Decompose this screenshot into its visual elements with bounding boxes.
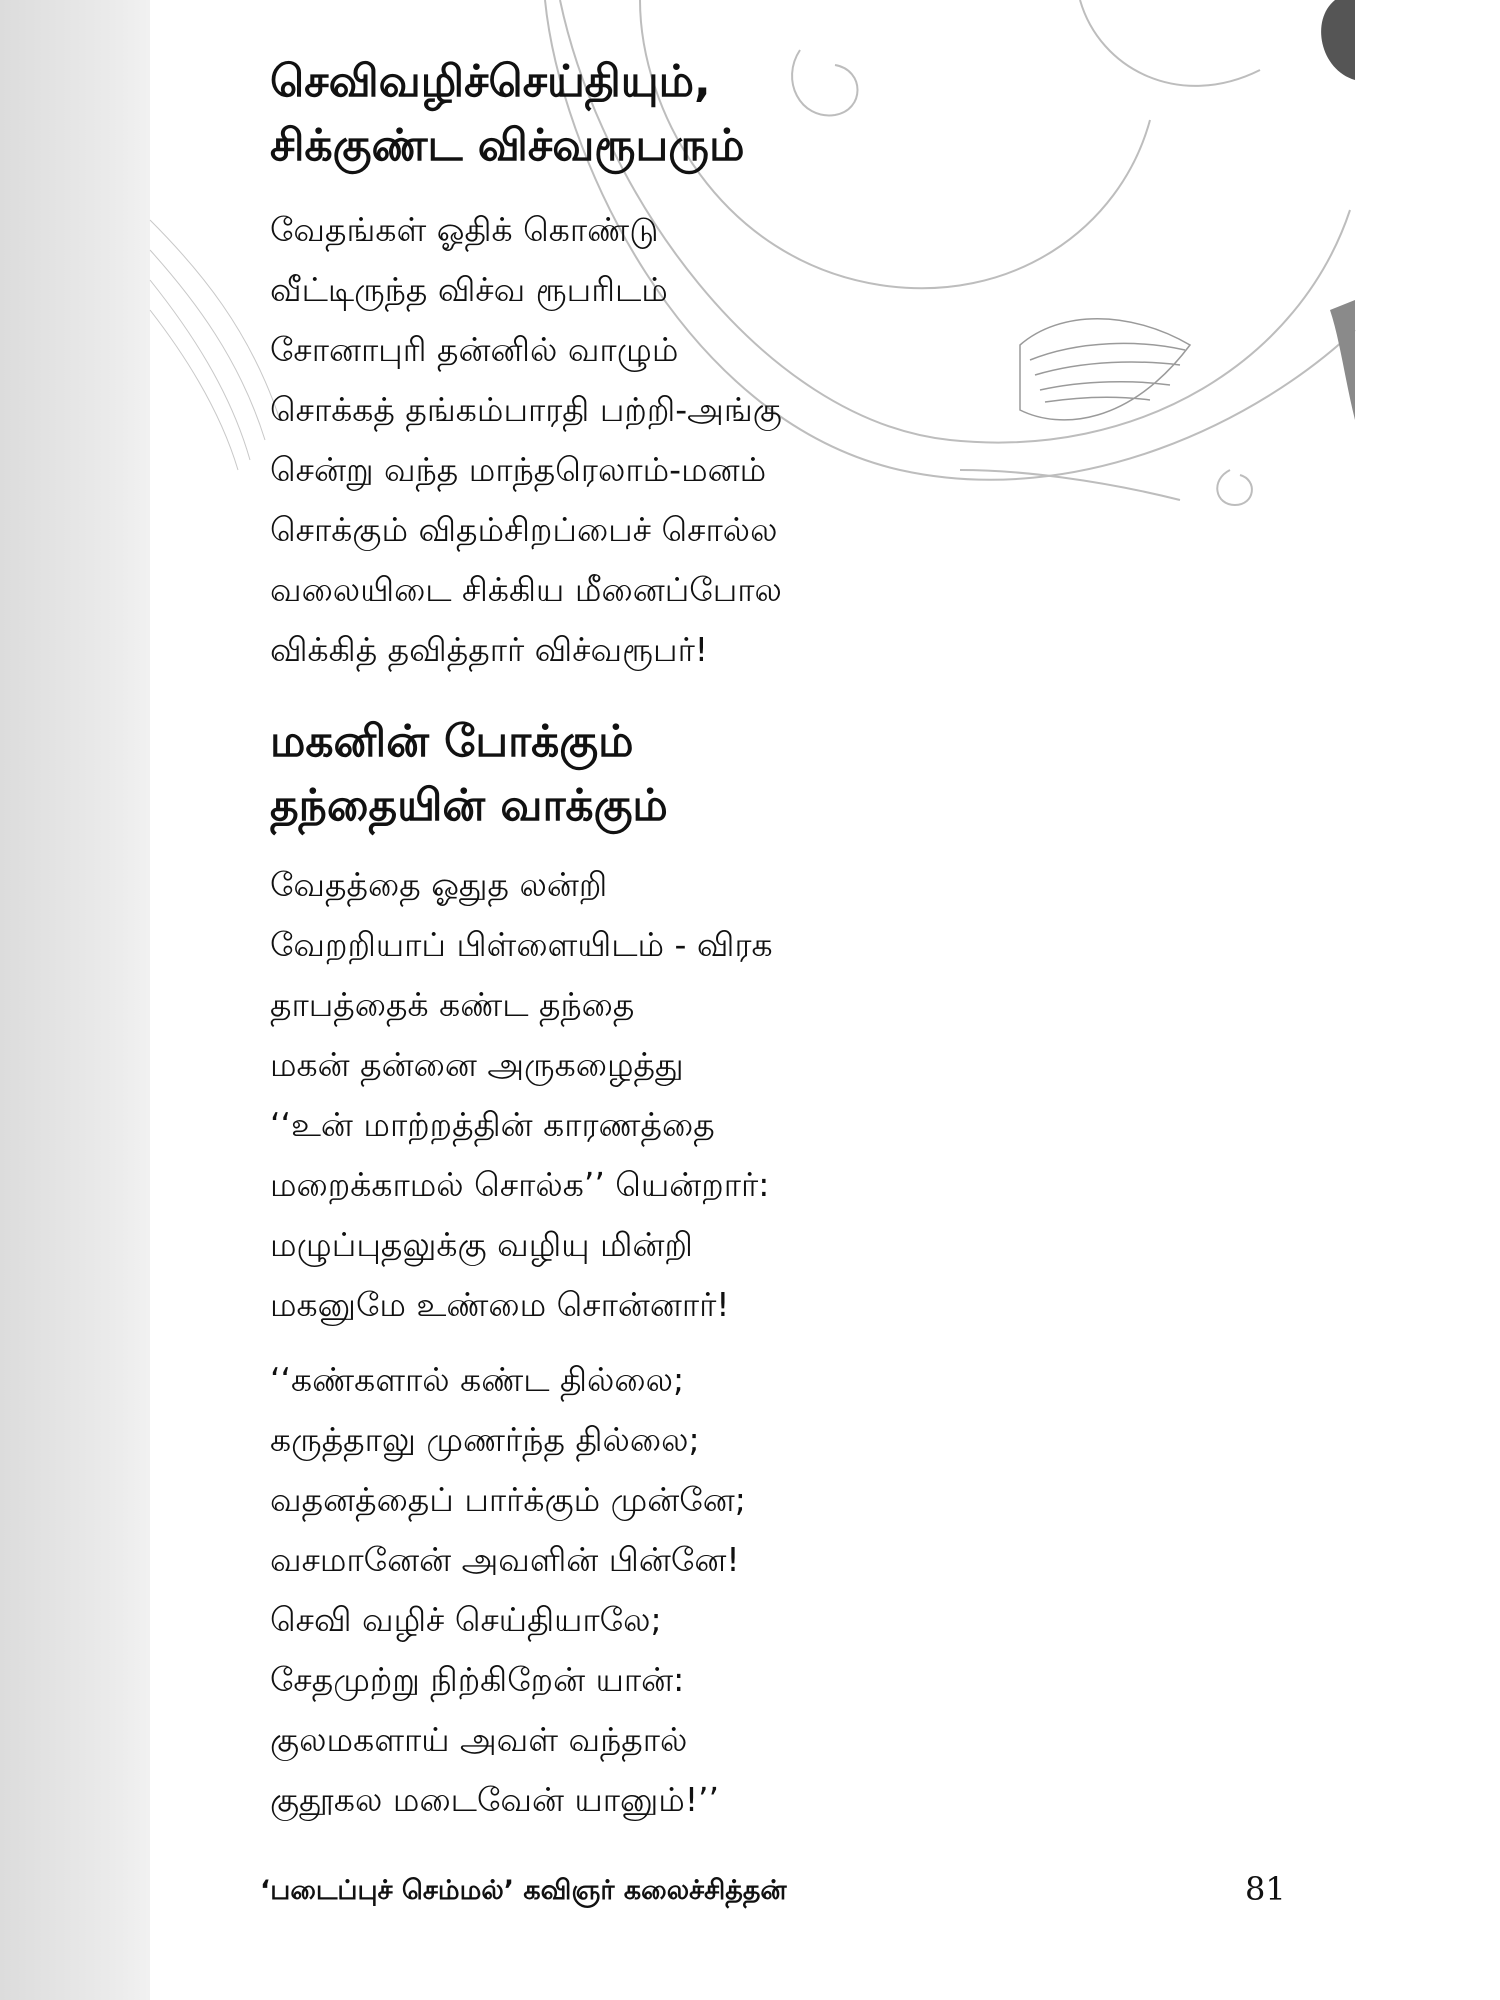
poem-line: சொக்கத் தங்கம்பாரதி பற்றி-அங்கு [270, 390, 782, 429]
poem-stanza-3 [270, 1350, 1220, 1830]
poem-line: வேதத்தை ஓதுத லன்றி [270, 865, 608, 904]
poem-line: வீட்டிருந்த விச்வ ரூபரிடம் [270, 270, 668, 309]
poem-line: வேதங்கள் ஓதிக் கொண்டு [270, 210, 659, 249]
section-heading-2 [270, 710, 1170, 838]
poem-line: குலமகளாய் அவள் வந்தால் [270, 1720, 688, 1759]
poem-line: வதனத்தைப் பார்க்கும் முன்னே; [270, 1480, 746, 1519]
poem-line: ‘‘கண்களால் கண்ட தில்லை; [270, 1360, 685, 1399]
poem-line: வசமானேன் அவளின் பின்னே! [270, 1540, 740, 1579]
page-number: 81 [1245, 1870, 1286, 1908]
poem-line: சேதமுற்று நிற்கிறேன் யான்: [270, 1660, 685, 1699]
poem-line: மறைக்காமல் சொல்க’’ யென்றார்: [270, 1165, 770, 1204]
heading-line: செவிவழிச்செய்தியும், [270, 56, 711, 107]
poem-line: மழுப்புதலுக்கு வழியு மின்றி [270, 1225, 693, 1264]
poem-line: மகன் தன்னை அருகழைத்து [270, 1045, 684, 1084]
section-heading-1 [270, 50, 1170, 178]
poem-line: செவி வழிச் செய்தியாலே; [270, 1600, 662, 1639]
poem-line: தாபத்தைக் கண்ட தந்தை [270, 985, 635, 1024]
heading-line: மகனின் போக்கும் [270, 716, 634, 767]
poem-stanza-1 [270, 200, 1220, 680]
poem-line: வலையிடை சிக்கிய மீனைப்போல [270, 570, 782, 609]
poem-line: விக்கித் தவித்தார் விச்வரூபர்! [270, 630, 709, 669]
poem-line: ‘‘உன் மாற்றத்தின் காரணத்தை [270, 1105, 715, 1144]
footer-book-author: ‘படைப்புச் செம்மல்’ கவிஞர் கலைச்சித்தன் [260, 1875, 787, 1906]
poem-line: வேறறியாப் பிள்ளையிடம் - விரக [270, 925, 773, 964]
poem-line: சொக்கும் விதம்சிறப்பைச் சொல்ல [270, 510, 778, 549]
poem-line: மகனுமே உண்மை சொன்னார்! [270, 1285, 730, 1324]
heading-line: சிக்குண்ட விச்வரூபரும் [270, 120, 745, 171]
poem-line: சென்று வந்த மாந்தரெலாம்-மனம் [270, 450, 767, 489]
poem-line: சோனாபுரி தன்னில் வாழும் [270, 330, 679, 369]
poem-line: கருத்தாலு முணர்ந்த தில்லை; [270, 1420, 700, 1459]
poem-line: குதூகல மடைவேன் யானும்!’’ [270, 1780, 720, 1819]
heading-line: தந்தையின் வாக்கும் [270, 780, 668, 831]
poem-stanza-2 [270, 855, 1220, 1335]
